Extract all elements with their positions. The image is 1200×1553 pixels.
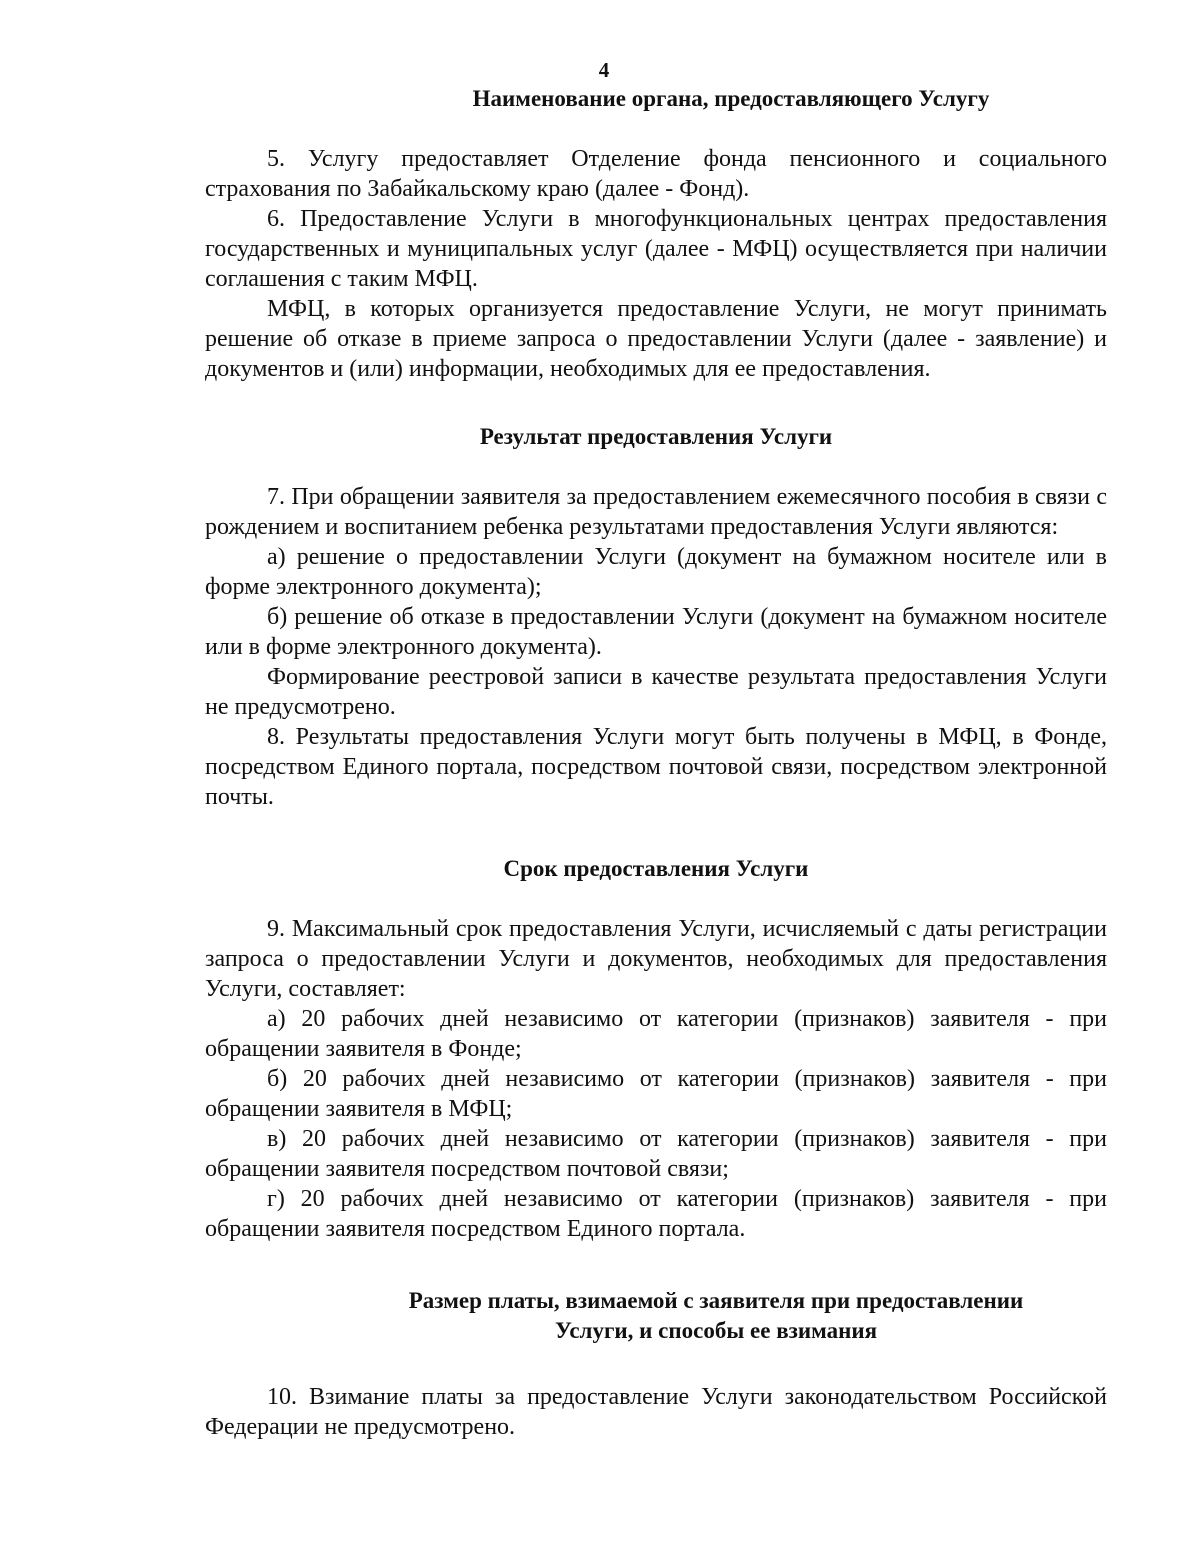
heading-organ: Наименование органа, предоставляющего Услугу: [472, 86, 990, 111]
paragraph-9c: в) 20 рабочих дней независимо от категории (признаков) заявителя - при обращении заявителя посредством почтовой связи;: [205, 1126, 1107, 1182]
heading-fee-line2: Услуги, и способы ее взимания: [554, 1318, 878, 1343]
paragraph-9: 9. Максимальный срок предоставления Услуги, исчисляемый с даты регистрации запроса о предоставлении Услуги и документов, необходимых для предоставления Услуги, составляет:: [205, 916, 1107, 1002]
paragraph-registry: Формирование реестровой записи в качестве результата предоставления Услуги не предусмотрено.: [205, 664, 1107, 720]
heading-fee: [265, 1286, 1167, 1346]
paragraph-5: 5. Услугу предоставляет Отделение фонда пенсионного и социального страхования по Забайкальскому краю (далее - Фонд).: [205, 146, 1107, 202]
paragraph-6: 6. Предоставление Услуги в многофункциональных центрах предоставления государственных и муниципальных услуг (далее - МФЦ) осуществляется при наличии соглашения с таким МФЦ.: [205, 206, 1107, 292]
paragraph-7a: а) решение о предоставлении Услуги (документ на бумажном носителе или в форме электронного документа);: [205, 544, 1107, 600]
paragraph-10: 10. Взимание платы за предоставление Услуги законодательством Российской Федерации не предусмотрено.: [205, 1384, 1107, 1440]
heading-result: Результат предоставления Услуги: [479, 424, 833, 449]
paragraph-mfc: МФЦ, в которых организуется предоставление Услуги, не могут принимать решение об отказе в приеме запроса о предоставлении Услуги (далее - заявление) и документов и (или) информации, необходимых для ее предоставления.: [205, 296, 1107, 382]
paragraph-7: 7. При обращении заявителя за предоставлением ежемесячного пособия в связи с рождением и воспитанием ребенка результатами предоставления Услуги являются:: [205, 484, 1107, 540]
paragraph-9a: а) 20 рабочих дней независимо от категории (признаков) заявителя - при обращении заявителя в Фонде;: [205, 1006, 1107, 1062]
heading-term: Срок предоставления Услуги: [503, 856, 809, 881]
document-body: [205, 84, 1107, 1442]
paragraph-7b: б) решение об отказе в предоставлении Услуги (документ на бумажном носителе или в форме электронного документа).: [205, 604, 1107, 660]
paragraph-9b: б) 20 рабочих дней независимо от категории (признаков) заявителя - при обращении заявителя в МФЦ;: [205, 1066, 1107, 1122]
page-number: 4: [598, 58, 610, 82]
paragraph-8: 8. Результаты предоставления Услуги могут быть получены в МФЦ, в Фонде, посредством Единого портала, посредством почтовой связи, посредством электронной почты.: [205, 724, 1107, 810]
paragraph-9d: г) 20 рабочих дней независимо от категории (признаков) заявителя - при обращении заявителя посредством Единого портала.: [205, 1186, 1107, 1242]
heading-fee-line1: Размер платы, взимаемой с заявителя при предоставлении: [408, 1288, 1024, 1313]
